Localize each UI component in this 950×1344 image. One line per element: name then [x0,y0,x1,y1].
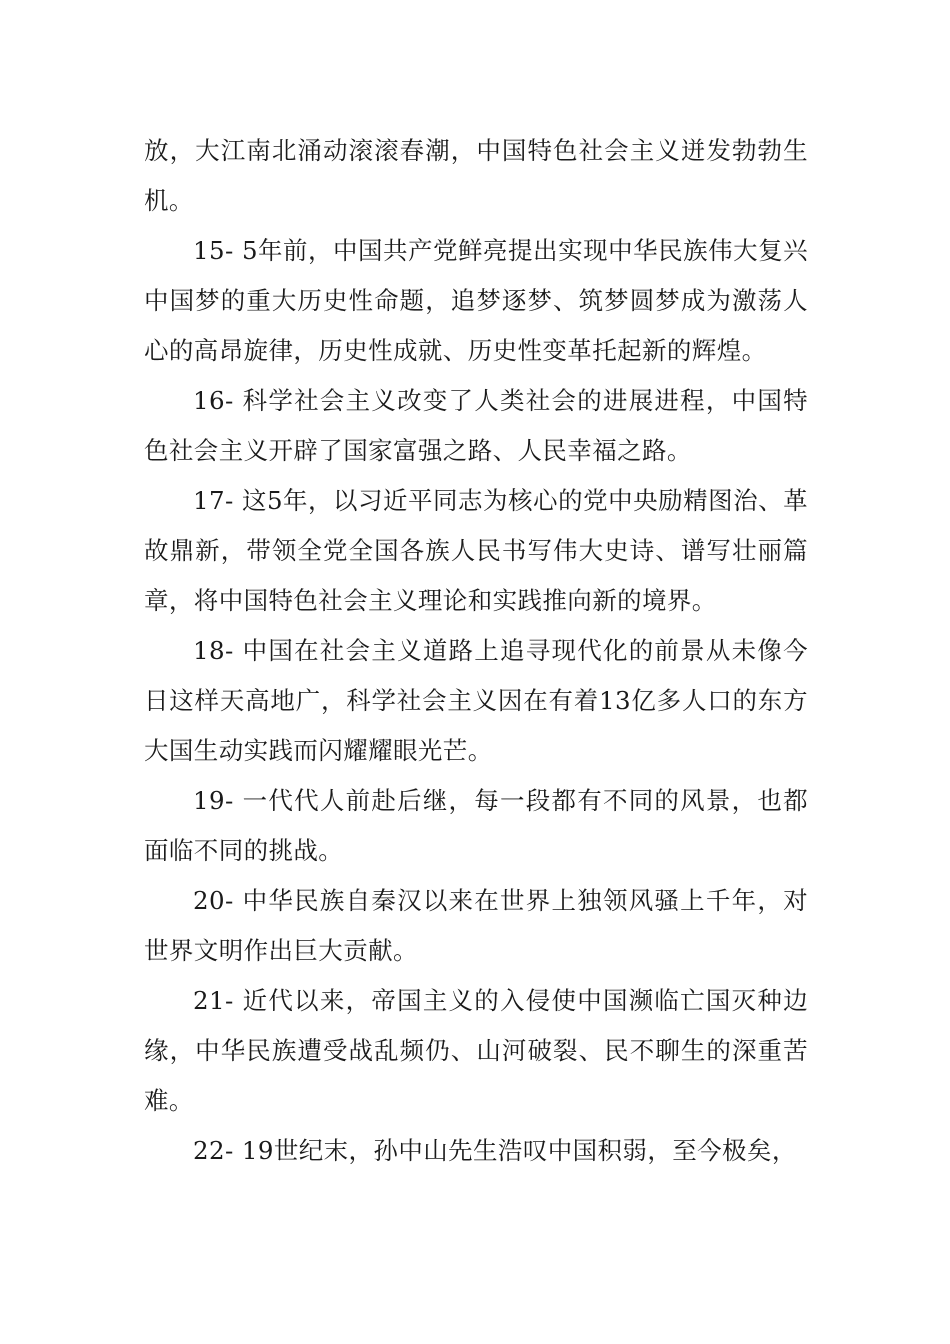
paragraph-15: 15- 5年前，中国共产党鲜亮提出实现中华民族伟大复兴中国梦的重大历史性命题，追梦逐梦、筑梦圆梦成为激荡人心的高昂旋律，历史性成就、历史性变革托起新的辉煌。 [144,236,808,365]
paragraph-20: 20- 中华民族自秦汉以来在世界上独领风骚上千年，对世界文明作出巨大贡献。 [144,886,808,965]
paragraph-continuation: 放，大江南北涌动滚滚春潮，中国特色社会主义迸发勃勃生机。 [144,136,808,215]
paragraph-16: 16- 科学社会主义改变了人类社会的进展进程，中国特色社会主义开辟了国家富强之路、人民幸福之路。 [144,386,808,465]
paragraph-21: 21- 近代以来，帝国主义的入侵使中国濒临亡国灭种边缘，中华民族遭受战乱频仍、山河破裂、民不聊生的深重苦难。 [144,986,808,1115]
paragraph-18: 18- 中国在社会主义道路上追寻现代化的前景从未像今日这样天高地广，科学社会主义因在有着13亿多人口的东方大国生动实践而闪耀耀眼光芒。 [144,636,808,765]
paragraph-17: 17- 这5年，以习近平同志为核心的党中央励精图治、革故鼎新，带领全党全国各族人民书写伟大史诗、谱写壮丽篇章，将中国特色社会主义理论和实践推向新的境界。 [144,486,808,615]
paragraph-22: 22- 19世纪末，孙中山先生浩叹中国积弱，至今极矣， [193,1136,797,1165]
paragraph-19: 19- 一代代人前赴后继，每一段都有不同的风景，也都面临不同的挑战。 [144,786,808,865]
document-body [144,126,808,1176]
